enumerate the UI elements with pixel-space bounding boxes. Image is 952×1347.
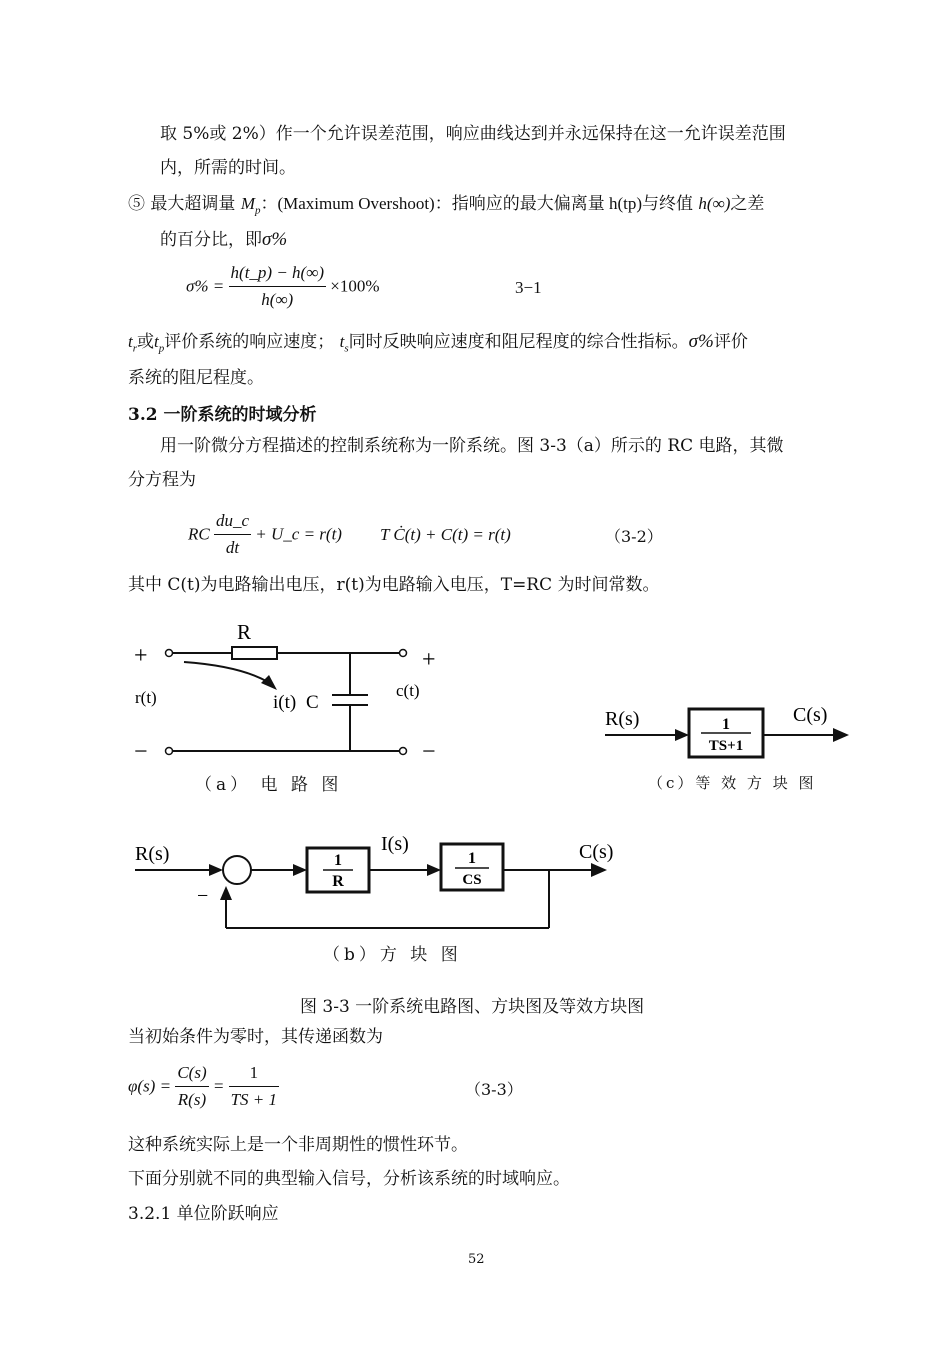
equation-second: T Ċ(t) + C(t) = r(t) (380, 525, 511, 544)
resistor-label: R (237, 620, 252, 644)
text-line (128, 187, 764, 227)
arrowhead (261, 675, 277, 690)
eq-fraction (175, 1062, 208, 1111)
text-line: 取 5%或 2%）作一个允许误差范围，响应曲线达到并永远保持在这一允许误差范围 (160, 124, 786, 144)
eq-rc: RC (188, 524, 210, 544)
eq-lhs: σ% = (186, 276, 225, 296)
tp-symbol: t (154, 332, 159, 351)
eq-fraction (214, 510, 251, 559)
equation-3-2 (188, 510, 342, 559)
text-line (128, 325, 748, 365)
terminal (166, 748, 173, 755)
terminal (166, 650, 173, 657)
input-voltage-label: r(t) (135, 688, 157, 707)
subsection-heading: 3.2.1 单位阶跃响应 (128, 1204, 279, 1224)
output-voltage-label: c(t) (396, 681, 420, 700)
eq-equals: = (212, 1076, 225, 1096)
arrowhead (591, 863, 607, 877)
equation-label: （3-3） (465, 1080, 523, 1099)
arrowhead (209, 864, 223, 876)
plus-right: + (422, 647, 436, 673)
eq-lhs: φ(s) = (128, 1076, 172, 1096)
text-line: 系统的阻尼程度。 (128, 368, 264, 388)
eq-tail: ×100% (330, 276, 380, 296)
equation-3-1 (186, 262, 380, 311)
eq-numerator: 1 (229, 1062, 279, 1087)
minus-right: − (422, 739, 436, 765)
text-line: 内，所需的时间。 (160, 158, 296, 178)
arrowhead (833, 728, 849, 742)
mp-sub: p (254, 204, 261, 217)
input-label: R(s) (135, 843, 170, 865)
block-denominator: CS (462, 872, 482, 888)
text-line: 当初始条件为零时，其传递函数为 (128, 1027, 383, 1047)
eq-numerator: C(s) (175, 1062, 208, 1087)
equation-3-3 (128, 1062, 279, 1111)
arrowhead (293, 864, 307, 876)
eq-fraction (229, 1062, 279, 1111)
output-label: C(s) (793, 704, 828, 726)
text-line: 这种系统实际上是一个非周期性的惯性环节。 (128, 1135, 468, 1155)
eq-denominator: dt (225, 538, 240, 557)
block-denominator: R (332, 873, 344, 890)
overshoot-label: ⑤ 最大超调量 (128, 194, 236, 214)
eq-rest: + U_c = r(t) (255, 524, 342, 544)
hinf-symbol: h(∞) (698, 194, 731, 213)
input-label: R(s) (605, 708, 640, 730)
sigma-symbol: σ% (688, 331, 714, 352)
current-label: i(t) (273, 692, 297, 713)
minus-left: − (134, 739, 148, 765)
current-signal-label: I(s) (381, 833, 409, 855)
figure-caption-b: （b）方 块 图 (323, 945, 462, 965)
eq-denominator: TS + 1 (230, 1090, 278, 1109)
equation-label: 3−1 (515, 278, 542, 297)
block-denominator: TS+1 (708, 738, 744, 754)
eq-denominator: h(∞) (261, 290, 294, 309)
terminal (400, 650, 407, 657)
overshoot-tail: 之差 (730, 194, 765, 214)
text-line: 用一阶微分方程描述的控制系统称为一阶系统。图 3-3（a）所示的 RC 电路，其微 (160, 436, 784, 456)
eq-numerator: du_c (214, 510, 251, 535)
current-arrow (184, 662, 268, 682)
text-line: 的百分比，即 (160, 230, 262, 250)
equation-label: （3-2） (605, 527, 663, 546)
plus-left: + (134, 643, 148, 669)
figure-title: 图 3-3 一阶系统电路图、方块图及等效方块图 (300, 997, 645, 1017)
text-span: 同时反映响应速度和阻尼程度的综合性指标。 (348, 332, 689, 352)
ts-sub: s (344, 342, 349, 355)
or-text: 或 (137, 332, 155, 352)
tp-sub: p (158, 342, 165, 355)
eq-fraction (229, 262, 326, 311)
text-line: 分方程为 (128, 470, 196, 490)
section-heading: 3.2 一阶系统的时域分析 (128, 405, 317, 425)
text-line: 其中 C(t)为电路输出电压，r(t)为电路输入电压，T=RC 为时间常数。 (128, 575, 660, 595)
block-numerator: 1 (468, 850, 476, 867)
figure-caption-c: （c）等 效 方 块 图 (648, 774, 817, 792)
arrowhead (220, 886, 232, 900)
text-span: 评价 (713, 332, 748, 352)
feedback-block-diagram (125, 820, 625, 940)
eq-numerator: h(t_p) − h(∞) (229, 262, 326, 287)
resistor (232, 647, 277, 659)
minus-sign: − (197, 885, 209, 907)
text-line (160, 223, 287, 257)
figure-caption-a: （a） 电 路 图 (195, 775, 343, 795)
text-line: 下面分别就不同的典型输入信号，分析该系统的时域响应。 (128, 1169, 570, 1189)
mp-symbol: M (240, 194, 255, 213)
text-span: 评价系统的响应速度； (164, 332, 335, 352)
capacitor-label: C (306, 692, 319, 713)
tr-symbol: t (128, 332, 133, 351)
eq-denominator: R(s) (177, 1090, 207, 1109)
equivalent-block-diagram (595, 695, 855, 770)
tr-sub: r (132, 342, 138, 355)
arrowhead (427, 864, 441, 876)
block-numerator: 1 (722, 716, 730, 733)
sigma-symbol: σ% (262, 229, 288, 250)
terminal (400, 748, 407, 755)
block-numerator: 1 (334, 852, 342, 869)
arrowhead (675, 729, 689, 741)
page-number: 52 (468, 1252, 485, 1267)
output-label: C(s) (579, 841, 614, 863)
overshoot-text: ：(Maximum Overshoot)：指响应的最大偏离量 h(tp)与终值 (260, 194, 694, 213)
summing-junction (223, 856, 251, 884)
ts-symbol: t (339, 332, 345, 351)
